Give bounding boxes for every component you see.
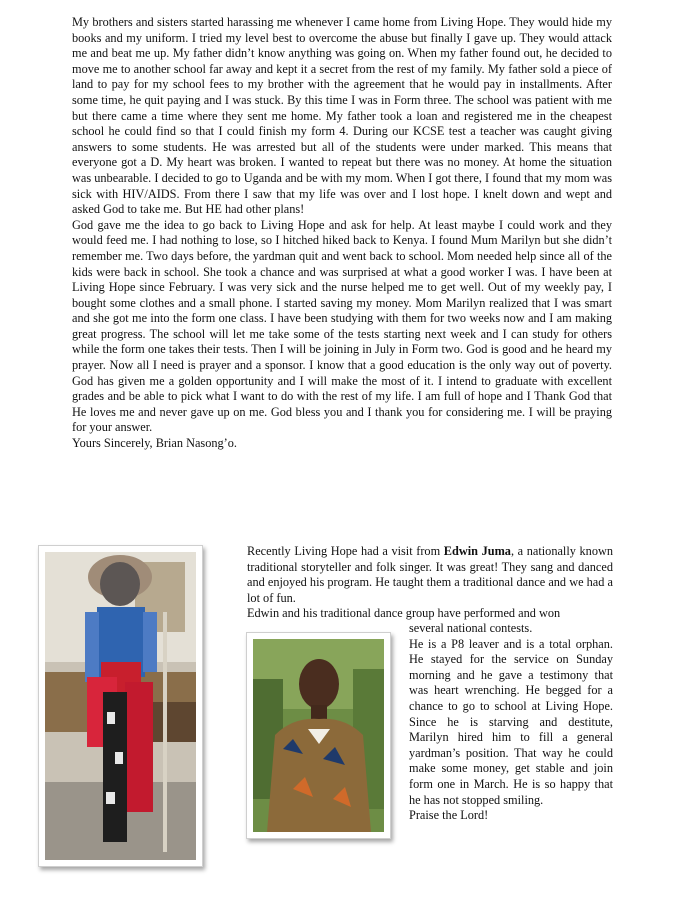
group-continuation: several national contests. (409, 621, 533, 635)
portrait-image (253, 639, 384, 832)
closing-line: Praise the Lord! (409, 808, 489, 823)
intro-lead: Recently Living Hope had a visit from (247, 544, 444, 558)
letter-body (72, 15, 612, 452)
storyteller-costume-image (45, 552, 196, 860)
letter-paragraph-2: God gave me the idea to go back to Living Hope and ask for help. At least maybe I could work and they would feed me. I had nothing to lose, so I hitched hiked back to Kenya. I found Mum Marilyn but she didn’t remember me. Two days before, the yardman quit and went back to school. Mom needed help since all of the kids were back in school. She took a chance and was surprised at what a good worker I was. I have been at Living Hope since February. I was very sick and the nurse helped me to get well. Out of my weekly pay, I bought some clothes and a small phone. I started saving my money. Mom Marilyn realized that I was smart and she got me into the form one class. I have been studying with them for two weeks now and I am making great progress. The school will let me take some of the tests starting next week and I can study for others while the form one takes their tests. Then I will be joining in July in Form two. God is good and he heard my prayer. Now all I need is prayer and a sponsor. I know that a good education is the only way out of poverty. God has given me a golden opportunity and I will make the most of it. I intend to graduate with excellent grades and be able to pick what I want to do with the rest of my life. I am full of hope and I Thank God that He loves me and never gave up on me. God bless you and I thank you for considering me. I will be praying for your answer. (72, 217, 612, 435)
portrait-photo (246, 632, 391, 839)
letter-signoff: Yours Sincerely, Brian Nasong’o. (72, 436, 237, 451)
article-story (409, 621, 613, 824)
group-line: Edwin and his traditional dance group have performed and won (247, 606, 561, 621)
letter-paragraph-1: My brothers and sisters started harassing me whenever I came home from Living Hope. They would hide my books and my uniform. I tried my level best to overcome the abuse but finally I gave up. They would attack me and beat me up. My father didn’t know anything was going on. When my father found out, he decided to move me to another school far away and kept it a secret from the rest of my family. My father sold a piece of land to pay for my school fees to my brother with the agreement that he would pay in installments. After some time, he quit paying and I was stuck. By this time I was in Form three. The school was patient with me but there came a time where they sent me home. My father took a loan and registered me in the cheapest school he could find so that I could finish my form 4. During our KCSE test a teacher was caught giving answers to some students. He was arrested but all of the students were under marked. This means that everyone got a D. My heart was broken. I wanted to repeat but there was no money. At home the situation was unbearable. I decided to go to Uganda and be with my mom. When I got there, I found that my mom was sick with HIV/AIDS. From there I saw that my life was over and I lost hope. I knelt down and wept and asked God to take me. But HE had other plans! (72, 15, 612, 217)
article-intro (247, 544, 613, 622)
intro-rest: , a nationally known traditional storyteller and folk singer. It was great! They sang and danced and enjoyed his program. He taught them a traditional dance and we had a lot of fun. (247, 544, 614, 605)
storyteller-costume-photo (38, 545, 203, 867)
featured-name: Edwin Juma (443, 544, 511, 558)
story-text: He is a P8 leaver and is a total orphan. He stayed for the service on Sunday morning and he gave a testimony that was heart wrenching. He begged for a chance to go to school at Living Hope. Since he is starving and destitute, Marilyn hired him to fill a general yardman’s position. That way he could make some money, get stable and join form one in March. He is so happy that he has not stopped smiling. (409, 636, 613, 807)
article-intro-text (247, 544, 613, 606)
